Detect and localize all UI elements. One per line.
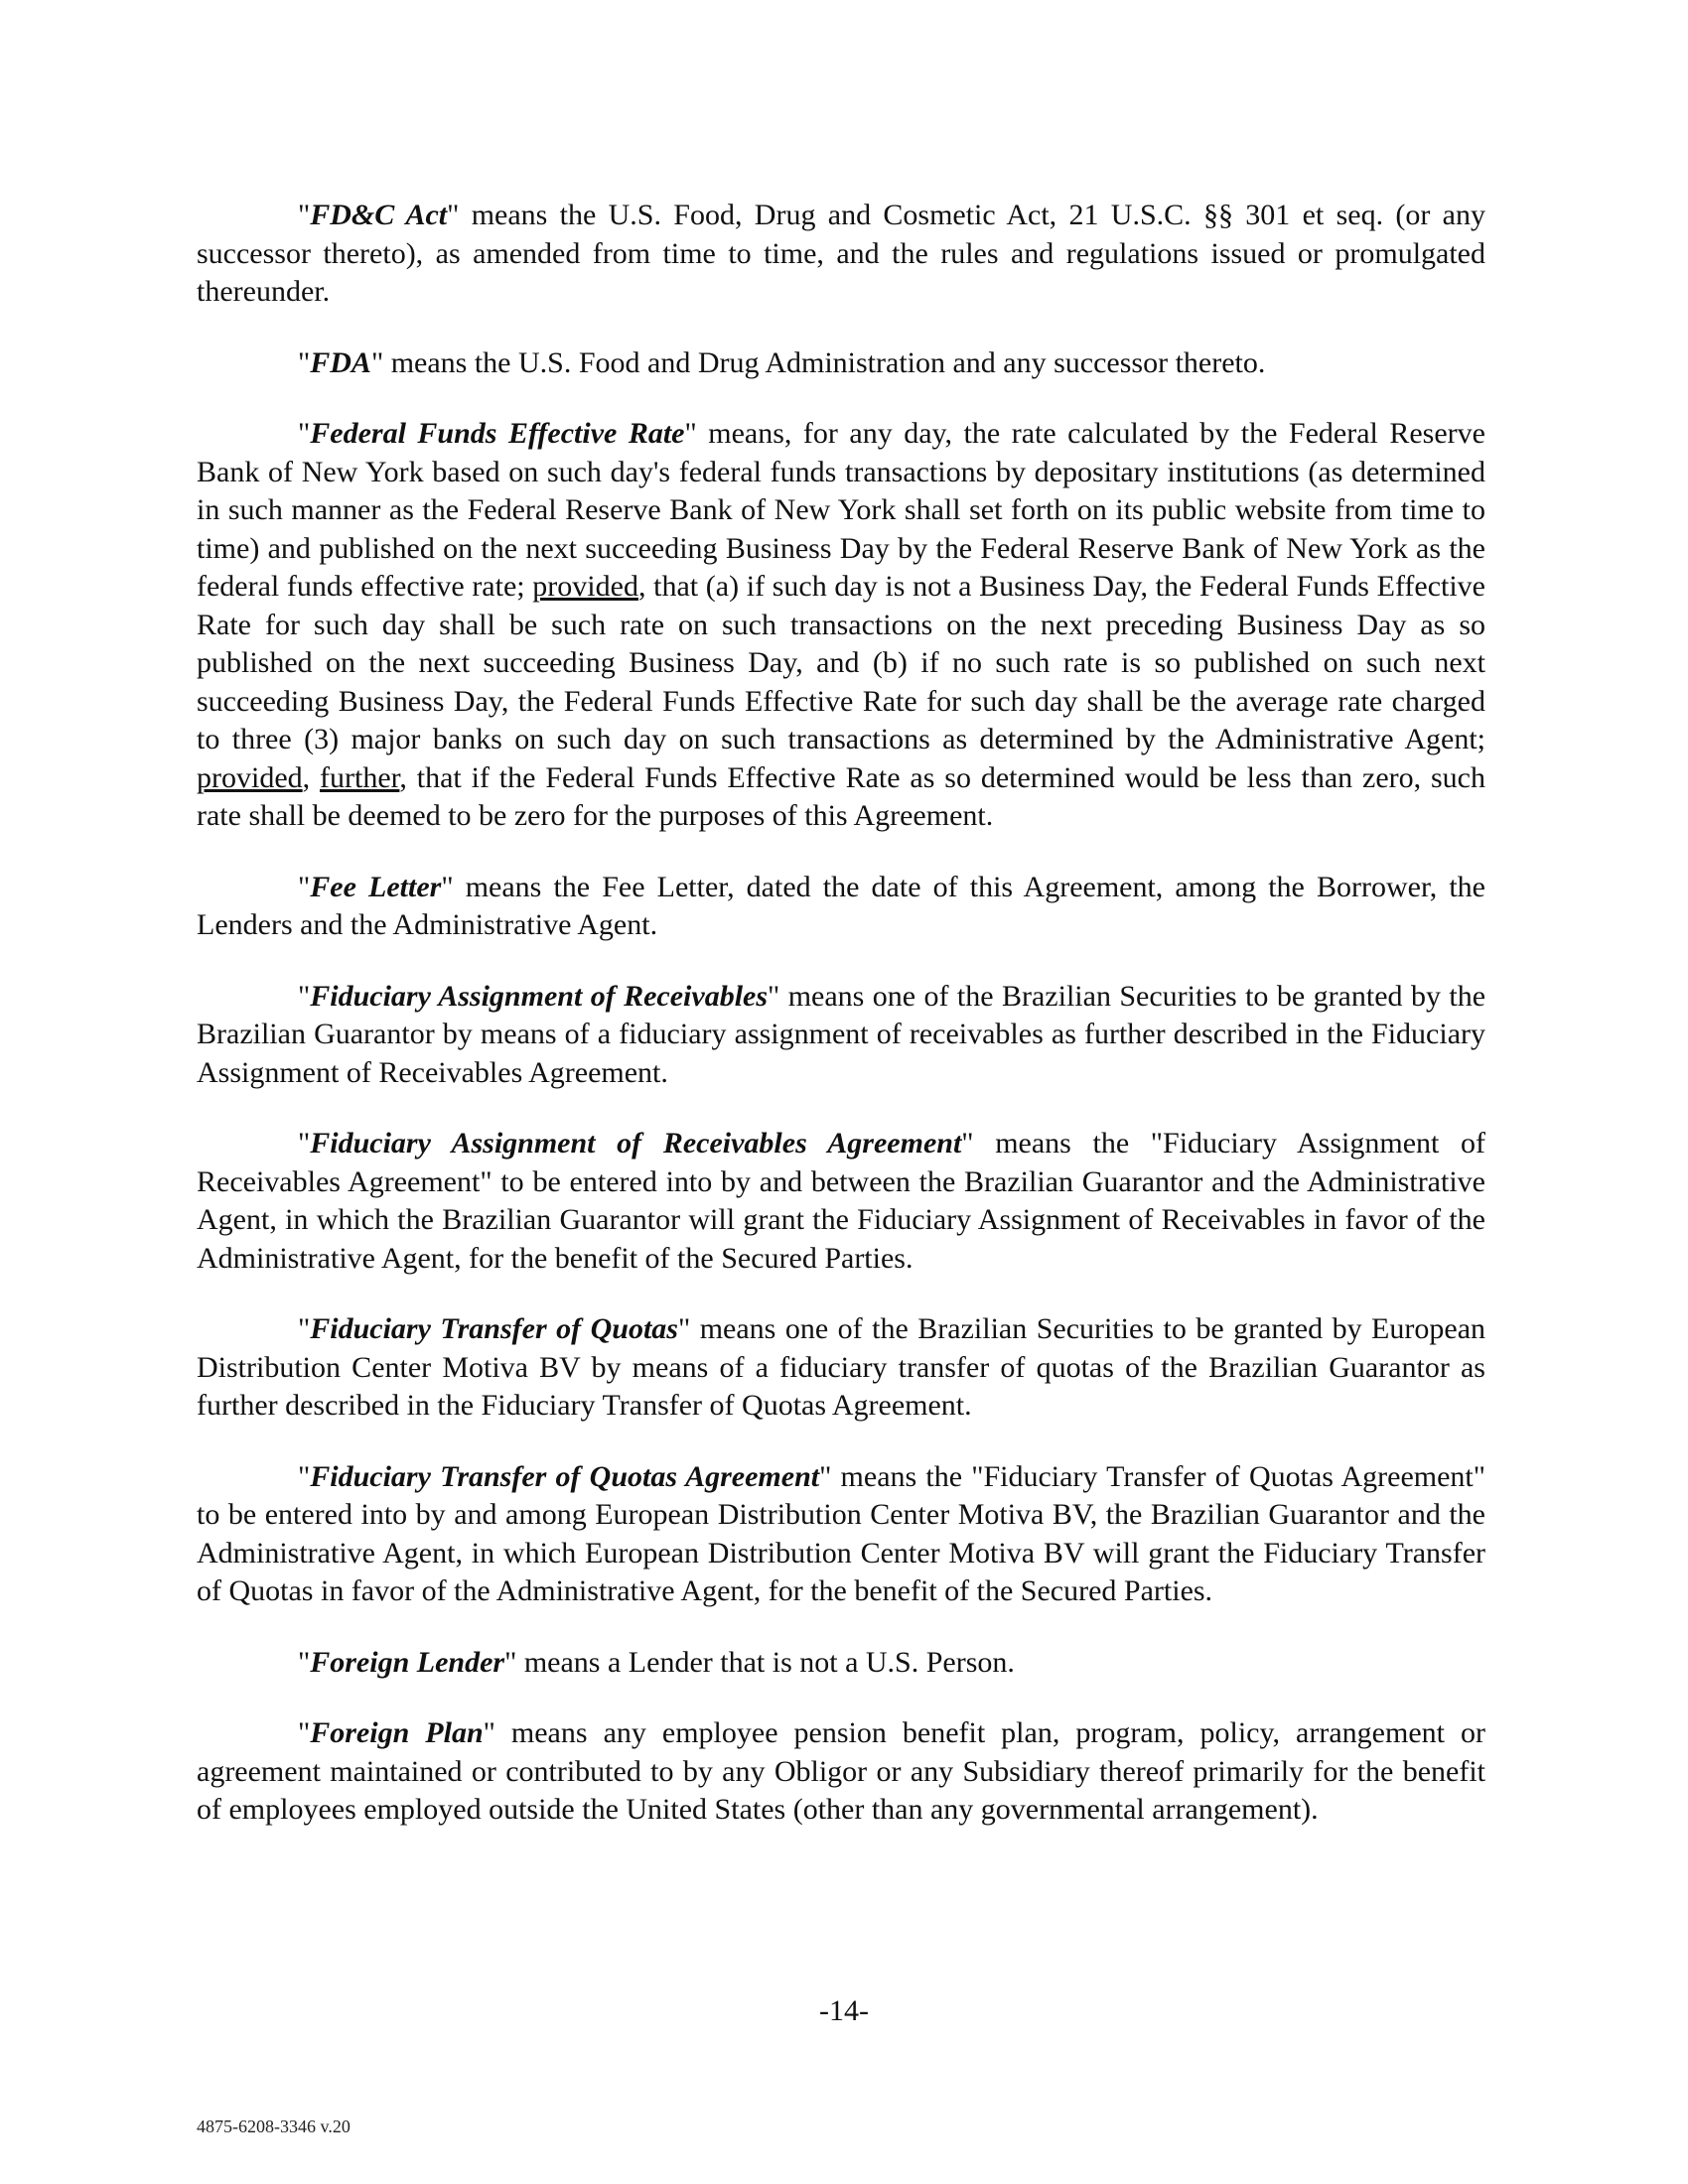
- definition-fda: "FDA" means the U.S. Food and Drug Administration and any successor thereto.: [298, 345, 1266, 379]
- definition-fiduciary-transfer-of-quotas-agreement: "Fiduciary Transfer of Quotas Agreement" means the "Fiduciary Transfer of Quotas Agreement" to be entered into by and among European Distribution Center Motiva BV, the Brazilian Guarantor and the Administrative Agent, in which European Distribution Center Motiva BV will grant the Fiduciary Transfer of Quotas in favor of the Administrative Agent, for the benefit of the Secured Parties.: [197, 1459, 1485, 1607]
- definition-text: means the "Fiduciary Transfer of Quotas Agreement" to be entered into by and among European Distribution Center Motiva BV, the Brazilian Guarantor and the Administrative Agent, in which European Distribution Center Motiva BV will grant the Fiduciary Transfer of Quotas in favor of the Administrative Agent, for the benefit of the Secured Parties.: [197, 1459, 1485, 1607]
- definition-text: means, for any day, the rate calculated by the Federal Reserve Bank of New York based on such day's federal funds transactions by depositary institutions (as determined in such manner as the Federal Reserve Bank of New York shall set forth on its public website from time to time) and published on the next succeeding Business Day by the Federal Reserve Bank of New York as the federal funds effective rate;: [197, 417, 1485, 603]
- definition-text: means one of the Brazilian Securities to be granted by European Distribution Center Motiva BV by means of a fiduciary transfer of quotas of the Brazilian Guarantor as further described in the Fiduciary Transfer of Quotas Agreement.: [197, 1312, 1486, 1422]
- definition-text: means any employee pension benefit plan, program, policy, arrangement or agreement maintained or contributed to by any Obligor or any Subsidiary thereof primarily for the benefit of employees employed outside the United States (other than any governmental arrangement).: [197, 1716, 1485, 1826]
- definition-fiduciary-assignment-of-receivables-agreement: "Fiduciary Assignment of Receivables Agreement" means the "Fiduciary Assignment of Receivables Agreement" to be entered into by and between the Brazilian Guarantor and the Administrative Agent, in which the Brazilian Guarantor will grant the Fiduciary Assignment of Receivables in favor of the Administrative Agent, for the benefit of the Secured Parties.: [197, 1127, 1485, 1275]
- defined-term: FD&C Act: [310, 199, 448, 231]
- further-underlined: further: [320, 760, 400, 794]
- provided-underlined: provided: [197, 760, 303, 794]
- definition-text: means the U.S. Food and Drug Administration and any successor thereto.: [390, 345, 1266, 379]
- separator-comma: ,: [302, 760, 311, 794]
- definition-text: , that (a) if such day is not a Business Day, the Federal Funds Effective Rate for such day shall be such rate on such transactions on the next preceding Business Day as so published on the next succeeding Business Day, and (b) if no such rate is so published on such next succeeding Business Day, the Federal Funds Effective Rate for such day shall be the average rate charged to three (3) major banks on such day on such transactions as determined by the Administrative Agent;: [197, 570, 1486, 755]
- definition-text: means the Fee Letter, dated the date of this Agreement, among the Borrower, the Lenders and the Administrative Agent.: [197, 870, 1485, 941]
- definition-foreign-lender: "Foreign Lender" means a Lender that is not a U.S. Person.: [298, 1645, 1015, 1679]
- provided-underlined: provided: [532, 570, 638, 603]
- defined-term: Fiduciary Assignment of Receivables: [310, 979, 769, 1013]
- page-number: -14-: [819, 1994, 869, 2027]
- definition-text: means one of the Brazilian Securities to be granted by the Brazilian Guarantor by means of a fiduciary assignment of receivables as further described in the Fiduciary Assignment of Receivables Agreement.: [197, 979, 1486, 1089]
- definition-text: means the "Fiduciary Assignment of Receivables Agreement" to be entered into by and between the Brazilian Guarantor and the Administrative Agent, in which the Brazilian Guarantor will grant the Fiduciary Assignment of Receivables in favor of the Administrative Agent, for the benefit of the Secured Parties.: [197, 1127, 1485, 1275]
- definitions-list: [197, 197, 1485, 1862]
- defined-term: Fiduciary Transfer of Quotas Agreement: [310, 1459, 820, 1493]
- document-id: 4875-6208-3346 v.20: [197, 2116, 351, 2136]
- definition-text: means a Lender that is not a U.S. Person.: [523, 1645, 1015, 1679]
- definition-text: means the U.S. Food, Drug and Cosmetic Act, 21 U.S.C. §§ 301 et seq. (or any successor thereto), as amended from time to time, and the rules and regulations issued or promulgated thereunder.: [197, 199, 1485, 308]
- definition-fdc-act: "FD&C Act" means the U.S. Food, Drug and Cosmetic Act, 21 U.S.C. §§ 301 et seq. (or any successor thereto), as amended from time to time, and the rules and regulations issued or promulgated thereunder.: [197, 199, 1485, 308]
- definition-federal-funds-effective-rate: "Federal Funds Effective Rate" means, for any day, the rate calculated by the Federal Reserve Bank of New York based on such day's federal funds transactions by depositary institutions (as determined in such manner as the Federal Reserve Bank of New York shall set forth on its public website from time to time) and published on the next succeeding Business Day by the Federal Reserve Bank of New York as the federal funds effective rate; provided, that (a) if such day is not a Business Day, the Federal Funds Effective Rate for such day shall be such rate on such transactions on the next preceding Business Day as so published on the next succeeding Business Day, and (b) if no such rate is so published on such next succeeding Business Day, the Federal Funds Effective Rate for such day shall be the average rate charged to three (3) major banks on such day on such transactions as determined by the Administrative Agent; provided, further, that if the Federal Funds Effective Rate as so determined would be less than zero, such rate shall be deemed to be zero for the purposes of this Agreement.: [197, 417, 1486, 832]
- defined-term: Federal Funds Effective Rate: [310, 417, 685, 450]
- defined-term: Fiduciary Transfer of Quotas: [310, 1312, 678, 1345]
- defined-term: Foreign Plan: [310, 1716, 484, 1749]
- definition-text: , that if the Federal Funds Effective Rate as so determined would be less than zero, such rate shall be deemed to be zero for the purposes of this Agreement.: [197, 760, 1485, 832]
- definition-fiduciary-transfer-of-quotas: "Fiduciary Transfer of Quotas" means one of the Brazilian Securities to be granted by European Distribution Center Motiva BV by means of a fiduciary transfer of quotas of the Brazilian Guarantor as further described in the Fiduciary Transfer of Quotas Agreement.: [197, 1312, 1486, 1422]
- defined-term: FDA: [310, 345, 371, 379]
- definition-fiduciary-assignment-of-receivables: "Fiduciary Assignment of Receivables" means one of the Brazilian Securities to be granted by the Brazilian Guarantor by means of a fiduciary assignment of receivables as further described in the Fiduciary Assignment of Receivables Agreement.: [197, 979, 1486, 1089]
- definition-fee-letter: "Fee Letter" means the Fee Letter, dated the date of this Agreement, among the Borrower, the Lenders and the Administrative Agent.: [197, 870, 1485, 941]
- definition-foreign-plan: "Foreign Plan" means any employee pension benefit plan, program, policy, arrangement or agreement maintained or contributed to by any Obligor or any Subsidiary thereof primarily for the benefit of employees employed outside the United States (other than any governmental arrangement).: [197, 1716, 1485, 1826]
- defined-term: Fiduciary Assignment of Receivables Agreement: [310, 1127, 962, 1160]
- defined-term: Fee Letter: [310, 870, 442, 903]
- defined-term: Foreign Lender: [310, 1645, 505, 1679]
